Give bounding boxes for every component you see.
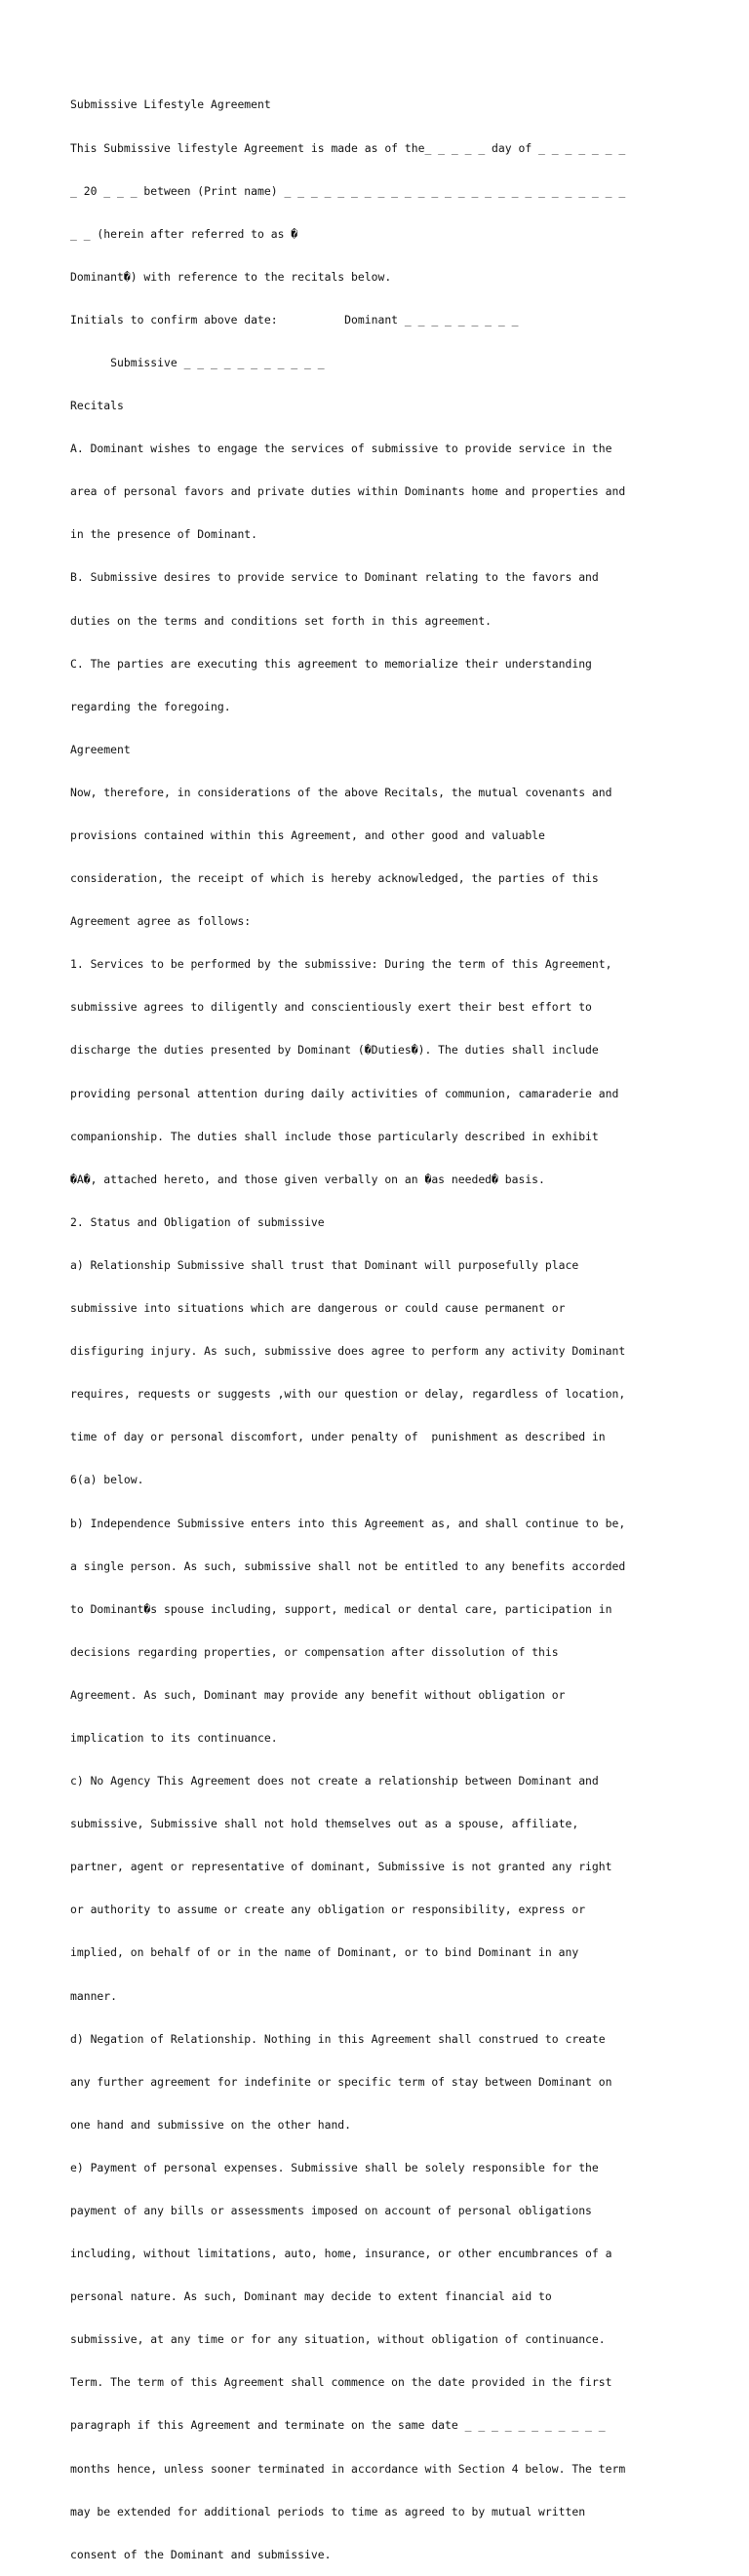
submissive-initials-line: Submissive _ _ _ _ _ _ _ _ _ _ _ bbox=[70, 355, 325, 369]
term-line-4: may be extended for additional periods to time as agreed to by mutual written bbox=[70, 2504, 586, 2518]
intro-line-2: _ 20 _ _ _ between (Print name) _ _ _ _ _ _ _ _ _ _ _ _ _ _ _ _ _ _ _ _ _ _ _ _ _ _ bbox=[70, 183, 626, 198]
recital-c-line-1: C. The parties are executing this agreement to memorialize their understanding bbox=[70, 656, 592, 671]
section-2c-line-6: manner. bbox=[70, 1988, 118, 2003]
section-2c-line-5: implied, on behalf of or in the name of Dominant, or to bind Dominant in any bbox=[70, 1945, 579, 1960]
recital-a-line-3: in the presence of Dominant. bbox=[70, 527, 258, 542]
section-2a-line-4: requires, requests or suggests ,with our question or delay, regardless of location, bbox=[70, 1387, 626, 1402]
section-2a-line-6: 6(a) below. bbox=[70, 1473, 144, 1487]
section-2b-line-4: decisions regarding properties, or compensation after dissolution of this bbox=[70, 1644, 559, 1659]
recital-b-line-1: B. Submissive desires to provide service to Dominant relating to the favors and bbox=[70, 570, 599, 585]
section-2c-line-3: partner, agent or representative of dominant, Submissive is not granted any right bbox=[70, 1860, 612, 1874]
recitals-heading: Recitals bbox=[70, 399, 124, 413]
document-title: Submissive Lifestyle Agreement bbox=[70, 97, 271, 112]
section-2b-line-3: to Dominant�s spouse including, support, medical or dental care, participation in bbox=[70, 1601, 612, 1616]
agreement-intro-line-3: consideration, the receipt of which is hereby acknowledged, the parties of this bbox=[70, 871, 599, 886]
section-2e-line-5: submissive, at any time or for any situation, without obligation of continuance. bbox=[70, 2332, 606, 2347]
section-2-heading: 2. Status and Obligation of submissive bbox=[70, 1214, 325, 1229]
intro-line-1: This Submissive lifestyle Agreement is made as of the_ _ _ _ _ day of _ _ _ _ _ _ _ bbox=[70, 140, 626, 155]
agreement-heading: Agreement bbox=[70, 742, 131, 756]
section-2b-line-1: b) Independence Submissive enters into this Agreement as, and shall continue to be, bbox=[70, 1516, 626, 1530]
section-2a-line-1: a) Relationship Submissive shall trust that Dominant will purposefully place bbox=[70, 1257, 579, 1272]
document-body bbox=[70, 69, 694, 2576]
section-2e-line-4: personal nature. As such, Dominant may decide to extent financial aid to bbox=[70, 2289, 552, 2304]
section-1-line-2: submissive agrees to diligently and conscientiously exert their best effort to bbox=[70, 1000, 592, 1015]
term-line-3: months hence, unless sooner terminated in accordance with Section 4 below. The term bbox=[70, 2461, 626, 2476]
section-1-line-6: �A�, attached hereto, and those given verbally on an �as needed� basis. bbox=[70, 1172, 545, 1186]
initials-line: Initials to confirm above date: Dominant _ _ _ _ _ _ _ _ _ bbox=[70, 312, 519, 327]
intro-line-4: Dominant�) with reference to the recitals below. bbox=[70, 269, 392, 284]
recital-a-line-1: A. Dominant wishes to engage the services of submissive to provide service in the bbox=[70, 442, 612, 456]
section-1-line-3: discharge the duties presented by Dominant (�Duties�). The duties shall include bbox=[70, 1043, 599, 1057]
recital-a-line-2: area of personal favors and private duties within Dominants home and properties and bbox=[70, 484, 626, 499]
intro-line-3: _ _ (herein after referred to as � bbox=[70, 226, 298, 241]
section-2d-line-1: d) Negation of Relationship. Nothing in this Agreement shall construed to create bbox=[70, 2031, 606, 2046]
section-2b-line-6: implication to its continuance. bbox=[70, 1730, 278, 1745]
section-2b-line-2: a single person. As such, submissive shall not be entitled to any benefits accorded bbox=[70, 1558, 626, 1573]
section-2e-line-3: including, without limitations, auto, home, insurance, or other encumbrances of a bbox=[70, 2247, 612, 2261]
term-line-2: paragraph if this Agreement and terminate on the same date _ _ _ _ _ _ _ _ _ _ _ bbox=[70, 2418, 606, 2433]
recital-c-line-2: regarding the foregoing. bbox=[70, 699, 231, 713]
section-2d-line-3: one hand and submissive on the other hand. bbox=[70, 2117, 352, 2132]
section-2a-line-2: submissive into situations which are dangerous or could cause permanent or bbox=[70, 1301, 566, 1316]
section-1-line-5: companionship. The duties shall include those particularly described in exhibit bbox=[70, 1129, 599, 1143]
section-2a-line-3: disfiguring injury. As such, submissive does agree to perform any activity Dominant bbox=[70, 1344, 626, 1359]
recital-b-line-2: duties on the terms and conditions set forth in this agreement. bbox=[70, 613, 493, 628]
term-line-1: Term. The term of this Agreement shall commence on the date provided in the first bbox=[70, 2375, 612, 2390]
section-2d-line-2: any further agreement for indefinite or specific term of stay between Dominant on bbox=[70, 2074, 612, 2089]
section-2c-line-2: submissive, Submissive shall not hold themselves out as a spouse, affiliate, bbox=[70, 1817, 579, 1831]
section-1-line-4: providing personal attention during daily activities of communion, camaraderie and bbox=[70, 1086, 619, 1100]
section-1-line-1: 1. Services to be performed by the submissive: During the term of this Agreement, bbox=[70, 957, 612, 972]
section-2c-line-4: or authority to assume or create any obligation or responsibility, express or bbox=[70, 1903, 586, 1917]
section-2e-line-1: e) Payment of personal expenses. Submissive shall be solely responsible for the bbox=[70, 2160, 599, 2174]
section-2a-line-5: time of day or personal discomfort, under penalty of punishment as described in bbox=[70, 1430, 606, 1444]
section-2b-line-5: Agreement. As such, Dominant may provide any benefit without obligation or bbox=[70, 1687, 566, 1702]
agreement-intro-line-4: Agreement agree as follows: bbox=[70, 914, 252, 929]
section-2e-line-2: payment of any bills or assessments imposed on account of personal obligations bbox=[70, 2204, 592, 2217]
agreement-intro-line-2: provisions contained within this Agreement, and other good and valuable bbox=[70, 828, 545, 842]
section-2c-line-1: c) No Agency This Agreement does not create a relationship between Dominant and bbox=[70, 1774, 599, 1788]
agreement-intro-line-1: Now, therefore, in considerations of the above Recitals, the mutual covenants and bbox=[70, 785, 612, 799]
term-line-5: consent of the Dominant and submissive. bbox=[70, 2547, 332, 2561]
